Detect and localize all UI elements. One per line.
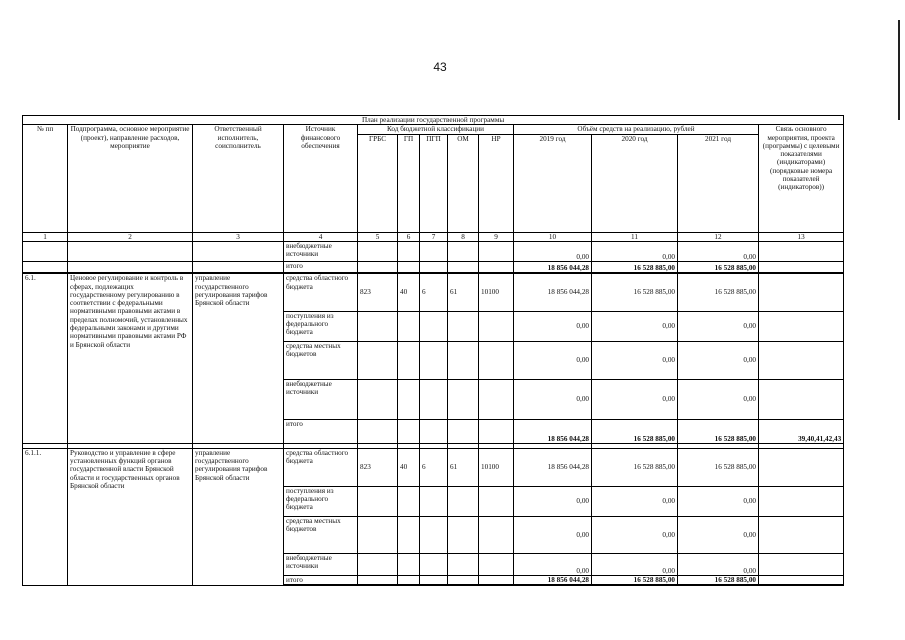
col-number: 12 xyxy=(678,232,759,241)
value-2020: 0,00 xyxy=(592,341,678,379)
value-2019: 0,00 xyxy=(514,379,592,419)
header-2019: 2019 год xyxy=(514,134,592,232)
source-cell: средства местных бюджетов xyxy=(284,516,358,553)
item-name: Ценовое регулирование и контроль в сферах, подлежащих государственному регулированию в соответствии с федеральными нормативными правовыми актами в пределах полномочий, установленных федеральными законами и другими нормативными правовыми актами РФ и Брянской области xyxy=(68,273,193,443)
value-2021: 16 528 885,00 xyxy=(678,261,759,273)
value-2019: 18 856 044,28 xyxy=(514,575,592,585)
source-cell: поступления из федерального бюджета xyxy=(284,311,358,341)
col-number: 1 xyxy=(23,232,68,241)
header-gp: ГП xyxy=(398,134,420,232)
gp-cell: 40 xyxy=(398,273,420,311)
value-2020: 0,00 xyxy=(592,553,678,575)
table-row xyxy=(23,261,844,273)
source-cell: итого xyxy=(284,419,358,443)
value-2021: 0,00 xyxy=(678,486,759,516)
value-2020: 16 528 885,00 xyxy=(592,419,678,443)
value-2019: 0,00 xyxy=(514,516,592,553)
header-budget-code: Код бюджетной классификации xyxy=(358,125,514,134)
header-subprogram: Подпрограмма, основное мероприятие (проект), направление расходов, мероприятие xyxy=(68,125,193,232)
om-cell: 61 xyxy=(448,448,479,486)
budget-plan-table xyxy=(22,115,844,586)
table-row xyxy=(23,241,844,261)
col-number: 3 xyxy=(193,232,284,241)
source-cell: итого xyxy=(284,261,358,273)
source-cell: поступления из федерального бюджета xyxy=(284,486,358,516)
value-2019: 0,00 xyxy=(514,241,592,261)
page-edge-divider xyxy=(898,20,900,120)
source-cell: внебюджетные источники xyxy=(284,241,358,261)
header-source: Источник финансового обеспечения xyxy=(284,125,358,232)
col-number: 5 xyxy=(358,232,398,241)
value-2019: 0,00 xyxy=(514,486,592,516)
value-2021: 0,00 xyxy=(678,553,759,575)
header-volume: Объём средств на реализацию, рублей xyxy=(514,125,759,134)
value-2019: 18 856 044,28 xyxy=(514,419,592,443)
nr-cell: 10100 xyxy=(479,273,514,311)
value-2020: 16 528 885,00 xyxy=(592,261,678,273)
value-2021: 16 528 885,00 xyxy=(678,273,759,311)
pgp-cell: 6 xyxy=(420,448,448,486)
value-2020: 0,00 xyxy=(592,241,678,261)
value-2021: 16 528 885,00 xyxy=(678,448,759,486)
value-2019: 18 856 044,28 xyxy=(514,448,592,486)
value-2020: 0,00 xyxy=(592,516,678,553)
gp-cell: 40 xyxy=(398,448,420,486)
value-2019: 0,00 xyxy=(514,553,592,575)
grbs-cell: 823 xyxy=(358,273,398,311)
table-row xyxy=(23,448,844,486)
header-2021: 2021 год xyxy=(678,134,759,232)
page-number: 43 xyxy=(433,60,447,74)
value-2021: 0,00 xyxy=(678,379,759,419)
col-number: 7 xyxy=(420,232,448,241)
value-2019: 18 856 044,28 xyxy=(514,261,592,273)
header-grbs: ГРБС xyxy=(358,134,398,232)
col-number: 8 xyxy=(448,232,479,241)
value-2020: 0,00 xyxy=(592,379,678,419)
header-om: ОМ xyxy=(448,134,479,232)
value-2020: 16 528 885,00 xyxy=(592,575,678,585)
value-2021: 16 528 885,00 xyxy=(678,575,759,585)
source-cell: средства областного бюджета xyxy=(284,273,358,311)
col-number: 13 xyxy=(759,232,844,241)
value-2020: 16 528 885,00 xyxy=(592,273,678,311)
source-cell: средства местных бюджетов xyxy=(284,341,358,379)
value-2021: 0,00 xyxy=(678,341,759,379)
value-2019: 0,00 xyxy=(514,341,592,379)
item-number: 6.1.1. xyxy=(23,448,68,585)
col-number: 9 xyxy=(479,232,514,241)
header-pgp: ПГП xyxy=(420,134,448,232)
indicator-links: 39,40,41,42,43 xyxy=(759,419,844,443)
item-number: 6.1. xyxy=(23,273,68,443)
header-num: № пп xyxy=(23,125,68,232)
header-nr: НР xyxy=(479,134,514,232)
col-number: 11 xyxy=(592,232,678,241)
item-responsible: управление государственного регулирования тарифов Брянской области xyxy=(193,448,284,585)
source-cell: внебюджетные источники xyxy=(284,553,358,575)
header-2020: 2020 год xyxy=(592,134,678,232)
col-number: 4 xyxy=(284,232,358,241)
value-2021: 0,00 xyxy=(678,516,759,553)
table-row xyxy=(23,273,844,311)
value-2021: 0,00 xyxy=(678,311,759,341)
item-responsible: управление государственного регулирования тарифов Брянской области xyxy=(193,273,284,443)
pgp-cell: 6 xyxy=(420,273,448,311)
om-cell: 61 xyxy=(448,273,479,311)
col-number: 6 xyxy=(398,232,420,241)
source-cell: средства областного бюджета xyxy=(284,448,358,486)
header-responsible: Ответственный исполнитель, соисполнитель xyxy=(193,125,284,232)
col-number: 2 xyxy=(68,232,193,241)
nr-cell: 10100 xyxy=(479,448,514,486)
value-2020: 0,00 xyxy=(592,486,678,516)
value-2019: 18 856 044,28 xyxy=(514,273,592,311)
value-2020: 0,00 xyxy=(592,311,678,341)
value-2020: 16 528 885,00 xyxy=(592,448,678,486)
item-name: Руководство и управление в сфере установленных функций органов государственной власти Брянской области и государственных органов Брянской области xyxy=(68,448,193,585)
source-cell: внебюджетные источники xyxy=(284,379,358,419)
header-link: Связь основного мероприятия, проекта (программы) с целевыми показателями (индикаторами) (порядковые номера показателей (индикаторов)) xyxy=(759,125,844,232)
value-2021: 0,00 xyxy=(678,241,759,261)
col-number: 10 xyxy=(514,232,592,241)
value-2021: 16 528 885,00 xyxy=(678,419,759,443)
source-cell: итого xyxy=(284,575,358,585)
table-title: План реализации государственной программы xyxy=(23,116,844,125)
value-2019: 0,00 xyxy=(514,311,592,341)
grbs-cell: 823 xyxy=(358,448,398,486)
